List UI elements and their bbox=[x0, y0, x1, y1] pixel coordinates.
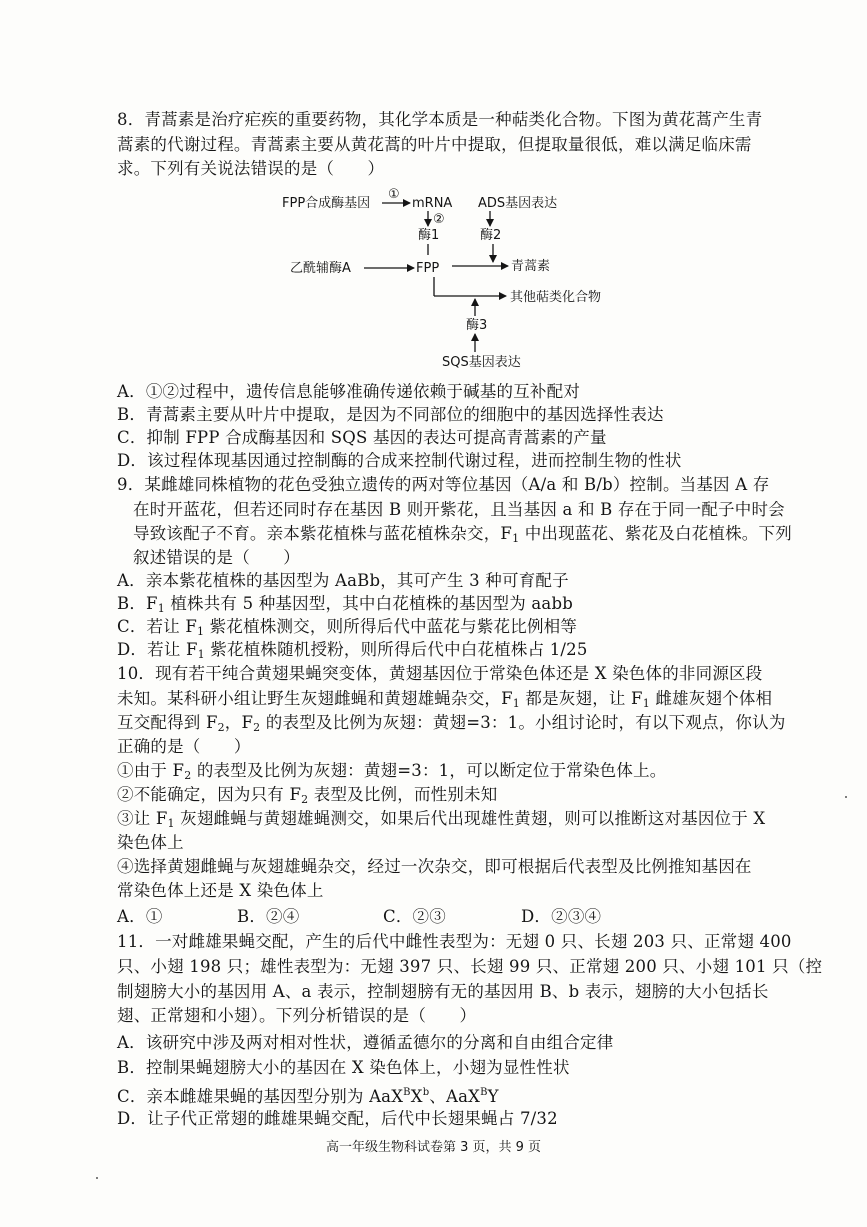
q10-stem-line-2: 未知。某科研小组让野生灰翅雌蝇和黄翅雄蝇杂交，$F_1$ 都是灰翅，让 $F_1$ 雌雄灰翅个体相 bbox=[117, 689, 773, 710]
q10-options bbox=[117, 907, 601, 927]
ads-gene-label: ADS基因表达 bbox=[478, 196, 558, 211]
q10-stem-line-3: 互交配得到 $F_2$，$F_2$ 的表型及比例为灰翅：黄翅=3：1。小组讨论时，有以下观点，你认为 bbox=[117, 713, 786, 734]
q10-viewpoint-3-cont: 染色体上 bbox=[117, 833, 184, 852]
step-2-label: ② bbox=[433, 212, 445, 227]
scan-speck bbox=[845, 796, 847, 798]
fpp-label: FPP bbox=[416, 261, 440, 276]
q8-option-c: C．抑制 FPP 合成酶基因和 SQS 基因的表达可提高青蒿素的产量 bbox=[117, 428, 607, 447]
sqs-gene-label: SQS基因表达 bbox=[442, 355, 521, 370]
q8-stem-line-3: 求。下列有关说法错误的是（ ） bbox=[117, 159, 385, 178]
q10-viewpoint-3: ③让 $F_1$ 灰翅雌蝇与黄翅雄蝇测交，如果后代出现雄性黄翅，则可以推断这对基因位于 X bbox=[117, 809, 766, 830]
q10-option-d: D．②③④ bbox=[521, 907, 602, 926]
q10-option-c: C．②③ bbox=[383, 907, 446, 926]
q8-stem-line-1: 8．青蒿素是治疗疟疾的重要药物，其化学本质是一种萜类化合物。下图为黄花蒿产生青 bbox=[117, 110, 763, 129]
q9-option-a: A．亲本紫花植株的基因型为 AaBb，其可产生 3 种可育配子 bbox=[117, 571, 569, 590]
q9-stem-line-3: 导致该配子不育。亲本紫花植株与蓝花植株杂交，$F_1$ 中出现蓝花、紫花及白花植株。下列 bbox=[133, 524, 792, 545]
q10-option-b: B．②④ bbox=[237, 907, 300, 926]
q8-option-b: B．青蒿素主要从叶片中提取，是因为不同部位的细胞中的基因选择性表达 bbox=[117, 405, 664, 424]
q11-option-b: B．控制果蝇翅膀大小的基因在 X 染色体上，小翅为显性性状 bbox=[117, 1058, 570, 1077]
q9-stem-line-2: 在时开蓝花，但若还同时存在基因 B 则开紫花，且当基因 a 和 B 存在于同一配子中时会 bbox=[133, 500, 785, 519]
enzyme-1-label: 酶1 bbox=[418, 228, 440, 243]
mrna-label: mRNA bbox=[412, 196, 453, 211]
q11-stem-line-4: 翅、正常翅和小翅）。下列分析错误的是（ ） bbox=[117, 1006, 477, 1025]
step-1-label: ① bbox=[388, 187, 400, 202]
q8-stem-line-2: 蒿素的代谢过程。青蒿素主要从黄花蒿的叶片中提取，但提取量很低，难以满足临床需 bbox=[117, 135, 752, 154]
q11-stem-line-1: 11．一对雌雄果蝇交配，产生的后代中雌性表型为：无翅 0 只、长翅 203 只、正常翅 400 bbox=[117, 932, 792, 951]
q10-stem-line-1: 10．现有若干纯合黄翅果蝇突变体，黄翅基因位于常染色体还是 X 染色体的非同源区段 bbox=[117, 664, 763, 683]
q11-option-c: C．亲本雌雄果蝇的基因型分别为 $AaX^BX^b$、AaX$^B$Y bbox=[117, 1087, 499, 1106]
page-footer: 高一年级生物科试卷第 3 页，共 9 页 bbox=[325, 1140, 542, 1155]
enzyme-3-label: 酶3 bbox=[466, 318, 488, 333]
q9-option-b: B．$F_1$ 植株共有 5 种基因型，其中白花植株的基因型为 aabb bbox=[117, 594, 573, 615]
q11-stem-line-2: 只、小翅 198 只；雄性表型为：无翅 397 只、长翅 99 只、正常翅 200 只、小翅 101 只（控 bbox=[117, 957, 823, 976]
acetyl-coa-label: 乙酰辅酶A bbox=[290, 261, 351, 276]
q10-viewpoint-4: ④选择黄翅雌蝇与灰翅雄蝇杂交，经过一次杂交，即可根据后代表型及比例推知基因在 bbox=[117, 857, 752, 876]
q10-stem-line-4: 正确的是（ ） bbox=[117, 737, 251, 756]
q9-stem-line-4: 叙述错误的是（ ） bbox=[133, 548, 300, 567]
fpp-gene-label: FPP合成酶基因 bbox=[282, 196, 371, 211]
enzyme-2-label: 酶2 bbox=[480, 228, 502, 243]
q11-stem-line-3: 制翅膀大小的基因用 A、a 表示，控制翅膀有无的基因用 B、b 表示，翅膀的大小包括长 bbox=[117, 982, 769, 1001]
q11-option-a: A．该研究中涉及两对相对性状，遵循孟德尔的分离和自由组合定律 bbox=[117, 1033, 614, 1052]
scan-speck bbox=[96, 1177, 98, 1179]
q10-option-a: A．① bbox=[117, 907, 163, 926]
artemisinin-label: 青蒿素 bbox=[511, 259, 551, 274]
q10-viewpoint-4-cont: 常染色体上还是 X 染色体上 bbox=[117, 881, 324, 900]
q10-viewpoint-1: ①由于 $F_2$ 的表型及比例为灰翅：黄翅=3：1，可以断定位于常染色体上。 bbox=[117, 761, 667, 782]
q9-option-d: D．若让 $F_1$ 紫花植株随机授粉，则所得后代中白花植株占 1/25 bbox=[117, 640, 588, 661]
q8-metabolic-diagram bbox=[270, 186, 670, 372]
q8-option-a: A．①②过程中，遗传信息能够准确传递依赖于碱基的互补配对 bbox=[117, 382, 581, 401]
q10-viewpoint-2: ②不能确定，因为只有 $F_2$ 表型及比例，而性别未知 bbox=[117, 785, 498, 806]
q9-option-c: C．若让 $F_1$ 紫花植株测交，则所得后代中蓝花与紫花比例相等 bbox=[117, 617, 578, 638]
q8-option-d: D．该过程体现基因通过控制酶的合成来控制代谢过程，进而控制生物的性状 bbox=[117, 451, 682, 470]
other-terpenoids-label: 其他萜类化合物 bbox=[510, 290, 602, 305]
q11-option-d: D．让子代正常翅的雌雄果蝇交配，后代中长翅果蝇占 7/32 bbox=[117, 1109, 558, 1128]
q9-stem-line-1: 9．某雌雄同株植物的花色受独立遗传的两对等位基因（A/a 和 B/b）控制。当基因 A 存 bbox=[117, 475, 770, 494]
